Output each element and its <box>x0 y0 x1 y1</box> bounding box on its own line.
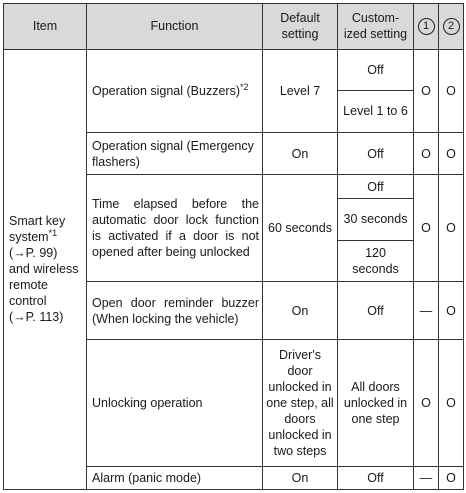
col2-mark: O <box>446 146 456 161</box>
function-text: Alarm (panic mode) <box>92 471 202 486</box>
function-cell <box>87 467 263 490</box>
custom-cell <box>338 132 414 175</box>
custom-cell <box>338 282 414 340</box>
col1-mark: O <box>421 146 431 161</box>
col2-mark: O <box>446 221 456 236</box>
col1-mark: O <box>421 396 431 411</box>
default-cell <box>263 282 338 340</box>
custom-cell <box>338 91 414 133</box>
default-cell <box>263 132 338 175</box>
function-cell <box>87 175 263 282</box>
custom-cell <box>338 49 414 91</box>
col1-mark: O <box>421 221 431 236</box>
default-value: On <box>291 303 309 318</box>
item-footnote: *1 <box>48 228 58 239</box>
function-cell <box>87 49 263 132</box>
col1-cell <box>414 132 439 175</box>
custom-cell <box>338 467 414 490</box>
header-item <box>4 4 87 50</box>
col1-cell <box>414 282 439 340</box>
col1-cell <box>414 340 439 467</box>
function-cell <box>87 340 263 467</box>
header-col1 <box>414 4 439 50</box>
function-text: Time elapsed before the automatic door lock function is activated if a door is not opened after being unlocked <box>92 197 259 260</box>
item-name: Smart key system <box>9 214 66 245</box>
default-value: On <box>291 146 309 161</box>
col1-mark: — <box>419 303 433 318</box>
custom-value: Off <box>367 146 384 161</box>
col2-mark: O <box>446 303 456 318</box>
item-name-2: and wireless remote control <box>9 262 79 309</box>
header-customized-setting <box>338 4 414 50</box>
col1-mark: O <box>421 83 431 98</box>
default-value: 60 seconds <box>268 221 332 236</box>
circled-two-icon: 2 <box>443 18 460 35</box>
function-text: Open door reminder buzzer (When locking the vehicle) <box>92 295 259 326</box>
function-text: Unlocking operation <box>92 396 203 411</box>
custom-value: Off <box>367 179 384 194</box>
default-cell <box>263 49 338 132</box>
header-default-label: Default setting <box>280 11 320 42</box>
custom-value: 120 seconds <box>352 245 399 276</box>
custom-value: 30 seconds <box>343 212 408 227</box>
custom-cell <box>338 175 414 199</box>
custom-value: Level 1 to 6 <box>343 104 408 119</box>
default-value: On <box>291 471 309 486</box>
header-col2 <box>439 4 464 50</box>
header-item-label: Item <box>32 19 58 34</box>
item-page-ref-1: (→P. 99) <box>9 246 58 261</box>
header-function-label: Function <box>150 19 199 34</box>
settings-table <box>3 3 464 490</box>
col2-cell <box>439 49 464 132</box>
table-row <box>4 49 464 91</box>
custom-cell <box>338 240 414 282</box>
custom-cell <box>338 340 414 467</box>
default-cell <box>263 467 338 490</box>
header-customized-label: Custom-ized setting <box>343 11 408 42</box>
col1-mark: — <box>419 471 433 486</box>
col1-cell <box>414 49 439 132</box>
custom-value: Off <box>367 303 384 318</box>
item-page-ref-2: (→P. 113) <box>9 310 64 325</box>
custom-value: Off <box>367 471 384 486</box>
function-cell <box>87 132 263 175</box>
function-footnote: *2 <box>239 81 249 92</box>
default-value: Level 7 <box>279 83 321 98</box>
default-value: Driver's door unlocked in one step, all doors unlocked in two steps <box>266 348 334 459</box>
default-cell <box>263 340 338 467</box>
col2-cell <box>439 467 464 490</box>
circled-one-icon: 1 <box>418 18 435 35</box>
default-cell <box>263 175 338 282</box>
col2-cell <box>439 132 464 175</box>
custom-value: All doors unlocked in one step <box>343 380 408 427</box>
function-cell <box>87 282 263 340</box>
custom-cell <box>338 199 414 241</box>
col2-mark: O <box>446 471 456 486</box>
custom-value: Off <box>367 62 384 77</box>
col2-mark: O <box>446 396 456 411</box>
function-text: Operation signal (Buzzers) <box>92 83 240 98</box>
col1-cell <box>414 175 439 282</box>
col2-cell <box>439 175 464 282</box>
col2-cell <box>439 282 464 340</box>
function-text: Operation signal (Emergency flashers) <box>92 138 254 169</box>
col1-cell <box>414 467 439 490</box>
header-function <box>87 4 263 50</box>
header-row <box>4 4 464 50</box>
col2-mark: O <box>446 83 456 98</box>
header-default-setting <box>263 4 338 50</box>
col2-cell <box>439 340 464 467</box>
item-cell <box>4 49 87 489</box>
